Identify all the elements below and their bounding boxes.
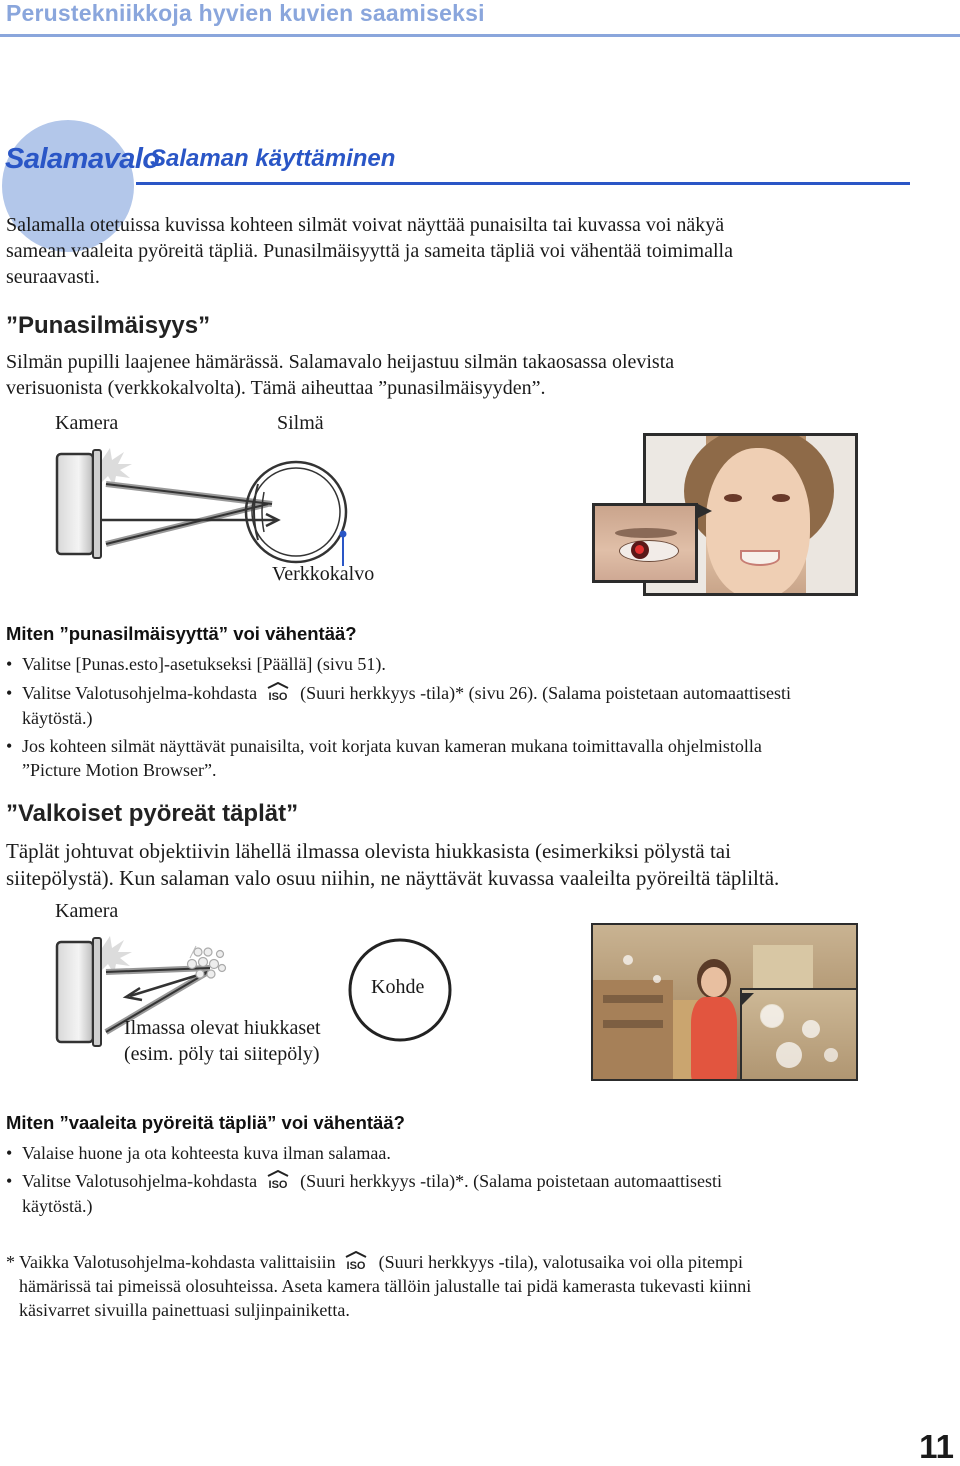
bullet-text: Jos kohteen silmät näyttävät punaisilta, voit korjata kuvan kameran mukana toimittavalla ohjelmistolla — [22, 736, 762, 756]
page-number: 11 — [919, 1428, 954, 1465]
iso-mode-icon — [264, 1170, 292, 1190]
dust-particles-icon — [188, 946, 226, 978]
bullet-text: (Suuri herkkyys -tila)* (sivu 26). (Salama poistetaan automaattisesti — [300, 683, 792, 703]
subject-label: Kohde — [371, 976, 425, 998]
redeye-bullet-3 — [6, 734, 762, 759]
intro-line-3: seuraavasti. — [6, 266, 100, 288]
iso-mode-icon — [342, 1251, 370, 1271]
orbs-bullet-2 — [6, 1169, 723, 1194]
iso-mode-icon — [264, 682, 292, 702]
redeye-bullet-1 — [6, 652, 386, 677]
particles-label-2: (esim. pöly tai siitepöly) — [124, 1043, 320, 1065]
eye-icon — [246, 462, 346, 562]
bullet-symbol: • — [6, 654, 13, 674]
redeye-camera-label: Kamera — [55, 412, 119, 434]
svg-text:ISO: ISO — [346, 1260, 366, 1271]
redeye-closeup-photo — [592, 503, 698, 583]
intro-line-2: samean vaaleita pyöreitä täpliä. Punasilmäisyyttä ja sameita täpliä voi vähentää toimimalla — [6, 240, 733, 262]
bullet-text: (Suuri herkkyys -tila)*. (Salama poistetaan automaattisesti — [300, 1171, 723, 1191]
section-tag: Salamavalo — [5, 143, 160, 175]
bullet-symbol: • — [6, 736, 13, 756]
orbs-bullet-1 — [6, 1141, 391, 1166]
camera-icon — [57, 938, 101, 1046]
svg-text:ISO: ISO — [268, 691, 288, 702]
orbs-closeup-pointer — [740, 993, 754, 1007]
redeye-bullet-3-cont: ”Picture Motion Browser”. — [22, 760, 217, 780]
intro-line-1: Salamalla otetuissa kuvissa kohteen silmät voivat näyttää punaisilta tai kuvassa voi näkyä — [6, 214, 725, 236]
redeye-heading: ”Punasilmäisyys” — [6, 312, 211, 339]
bullet-symbol: • — [6, 1171, 13, 1191]
header-rule — [0, 34, 960, 37]
footnote-text: (Suuri herkkyys -tila), valotusaika voi olla pitempi — [378, 1252, 744, 1272]
bullet-text: Valitse Valotusohjelma-kohdasta — [22, 683, 258, 703]
footnote-star: * — [6, 1252, 15, 1272]
orbs-closeup-photo — [740, 988, 858, 1081]
closeup-pointer — [696, 503, 716, 519]
bullet-text: Valaise huone ja ota kohteesta kuva ilman salamaa. — [22, 1143, 391, 1163]
orbs-bullet-2-cont: käytöstä.) — [22, 1196, 93, 1216]
redeye-eye-label: Silmä — [277, 412, 324, 434]
bullet-text: Valitse Valotusohjelma-kohdasta — [22, 1171, 258, 1191]
redeye-bullet-2 — [6, 681, 792, 706]
footnote-line-1 — [19, 1250, 743, 1275]
orbs-line-2: siitepölystä). Kun salaman valo osuu niihin, ne näyttävät kuvassa vaaleilta pyöreiltä täpliltä. — [6, 866, 780, 890]
redeye-line-1: Silmän pupilli laajenee hämärässä. Salamavalo heijastuu silmän takaosassa olevista — [6, 351, 675, 373]
orbs-camera-label: Kamera — [55, 900, 119, 922]
orbs-line-1: Täplät johtuvat objektiivin lähellä ilmassa olevista hiukkasista (esimerkiksi pölystä tai — [6, 839, 731, 863]
page-header-title: Perustekniikkoja hyvien kuvien saamiseksi — [6, 0, 485, 26]
section-rule — [136, 182, 910, 185]
svg-text:ISO: ISO — [268, 1179, 288, 1190]
redeye-question: Miten ”punasilmäisyyttä” voi vähentää? — [6, 623, 357, 644]
flash-burst-icon — [102, 448, 132, 486]
bullet-text: Valitse [Punas.esto]-asetukseksi [Päällä] (sivu 51). — [22, 654, 386, 674]
orbs-question: Miten ”vaaleita pyöreitä täpliä” voi vähentää? — [6, 1112, 405, 1133]
redeye-diagram — [40, 440, 380, 570]
camera-icon — [57, 450, 101, 558]
footnote-line-2: hämärissä tai pimeissä olosuhteissa. Aseta kamera tällöin jalustalle tai pidä kamerasta tukevasti kiinni — [19, 1276, 752, 1296]
section-title: Salaman käyttäminen — [150, 145, 396, 172]
retina-label: Verkkokalvo — [272, 563, 375, 585]
footnote-line-3: käsivarret sivuilla painettuasi suljinpainiketta. — [19, 1300, 350, 1320]
orbs-heading: ”Valkoiset pyöreät täplät” — [6, 800, 299, 827]
footnote-text: Vaikka Valotusohjelma-kohdasta valittaisiin — [19, 1252, 336, 1272]
retina-pointer — [340, 531, 347, 567]
bullet-symbol: • — [6, 1143, 13, 1163]
redeye-bullet-2-cont: käytöstä.) — [22, 708, 93, 728]
redeye-line-2: verisuonista (verkkokalvolta). Tämä aiheuttaa ”punasilmäisyyden”. — [6, 377, 546, 399]
particles-label-1: Ilmassa olevat hiukkaset — [124, 1017, 321, 1039]
bullet-symbol: • — [6, 683, 13, 703]
